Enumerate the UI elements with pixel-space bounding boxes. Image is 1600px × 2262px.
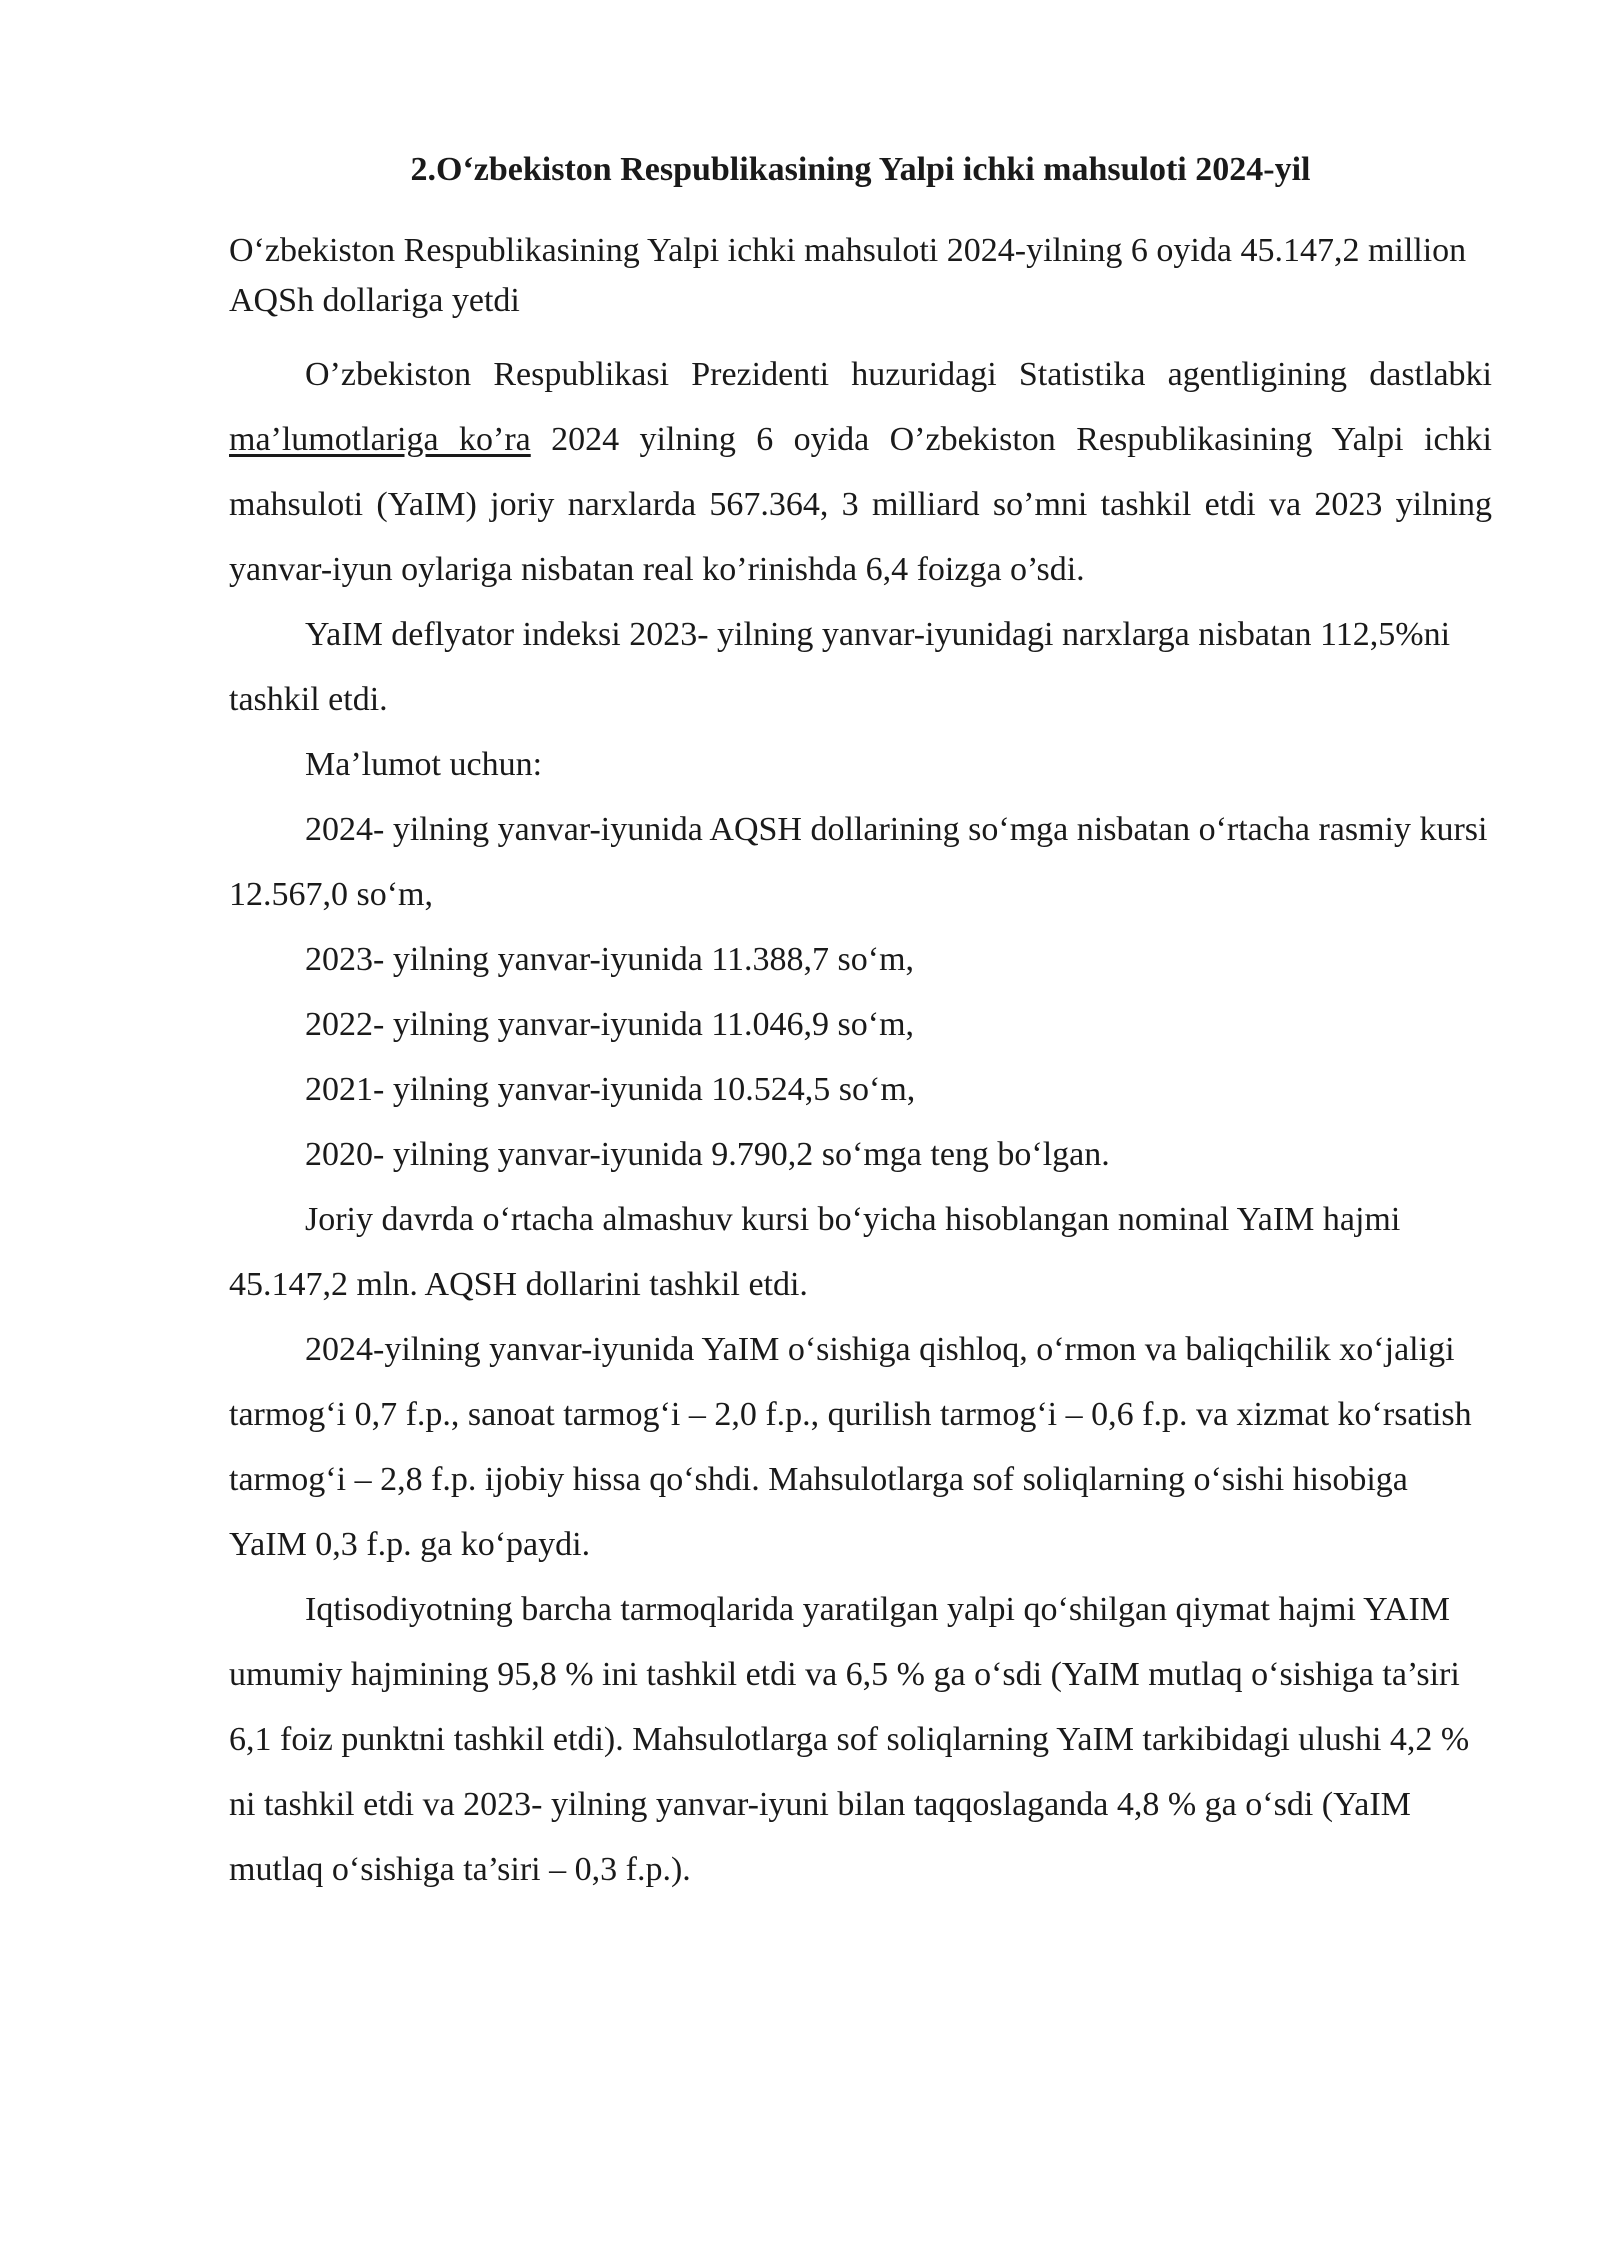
paragraph-reference-heading: Ma’lumot uchun: bbox=[305, 746, 543, 783]
document-title: 2.O‘zbekiston Respublikasining Yalpi ichki mahsuloti 2024-yil bbox=[410, 151, 1311, 188]
paragraph-deflator: YaIM deflyator indeksi 2023- yilning yanvar-iyunidagi narxlarga nisbatan 112,5%ni tashkil etdi. bbox=[229, 616, 1451, 718]
paragraph-exchange-rate-2024: 2024- yilning yanvar-iyunida AQSH dollarining so‘mga nisbatan o‘rtacha rasmiy kursi 12.567,0 so‘m, bbox=[229, 811, 1488, 913]
paragraph-statistics-source bbox=[229, 342, 1492, 602]
paragraph-exchange-rate-2023: 2023- yilning yanvar-iyunida 11.388,7 so‘m, bbox=[305, 941, 915, 978]
paragraph-exchange-rate-2020: 2020- yilning yanvar-iyunida 9.790,2 so‘mga teng bo‘lgan. bbox=[305, 1136, 1110, 1173]
lead-paragraph: O‘zbekiston Respublikasining Yalpi ichki mahsuloti 2024-yilning 6 oyida 45.147,2 million AQSh dollariga yetdi bbox=[229, 232, 1467, 319]
source-link[interactable]: ma’lumotlariga ko’ra bbox=[229, 421, 531, 458]
paragraph-exchange-rate-2022: 2022- yilning yanvar-iyunida 11.046,9 so‘m, bbox=[305, 1006, 915, 1043]
paragraph-exchange-rate-2021: 2021- yilning yanvar-iyunida 10.524,5 so‘m, bbox=[305, 1071, 916, 1108]
paragraph-value-added: Iqtisodiyotning barcha tarmoqlarida yaratilgan yalpi qo‘shilgan qiymat hajmi YAIM umumiy hajmining 95,8 % ini tashkil etdi va 6,5 % ga o‘sdi (YaIM mutlaq o‘sishiga ta’siri 6,1 foiz punktni tashkil etdi). Mahsulotlarga sof soliqlarning YaIM tarkibidagi ulushi 4,2 % ni tashkil etdi va 2023- yilning yanvar-iyuni bilan taqqoslaganda 4,8 % ga o‘sdi (YaIM mutlaq o‘sishiga ta’siri – 0,3 f.p.). bbox=[229, 1591, 1470, 1888]
paragraph-sector-contributions: 2024-yilning yanvar-iyunida YaIM o‘sishiga qishloq, o‘rmon va baliqchilik xo‘jaligi tarmog‘i 0,7 f.p., sanoat tarmog‘i – 2,0 f.p., qurilish tarmog‘i – 0,6 f.p. va xizmat ko‘rsatish tarmog‘i – 2,8 f.p. ijobiy hissa qo‘shdi. Mahsulotlarga sof soliqlarning o‘sishi hisobiga YaIM 0,3 f.p. ga ko‘paydi. bbox=[229, 1331, 1472, 1563]
paragraph-text-after-link: 2024 yilning 6 oyida O’zbekiston Respublikasining Yalpi ichki mahsuloti (YaIM) joriy narxlarda 567.364, 3 milliard so’mni tashkil etdi va 2023 yilning yanvar-iyun oylariga nisbatan real ko’rinishda 6,4 foizga o’sdi. bbox=[229, 421, 1492, 588]
paragraph-text-before-link: O’zbekiston Respublikasi Prezidenti huzuridagi Statistika agentligining dastlabki bbox=[305, 356, 1492, 393]
paragraph-nominal-gdp: Joriy davrda o‘rtacha almashuv kursi bo‘yicha hisoblangan nominal YaIM hajmi 45.147,2 mln. AQSH dollarini tashkil etdi. bbox=[229, 1201, 1401, 1303]
